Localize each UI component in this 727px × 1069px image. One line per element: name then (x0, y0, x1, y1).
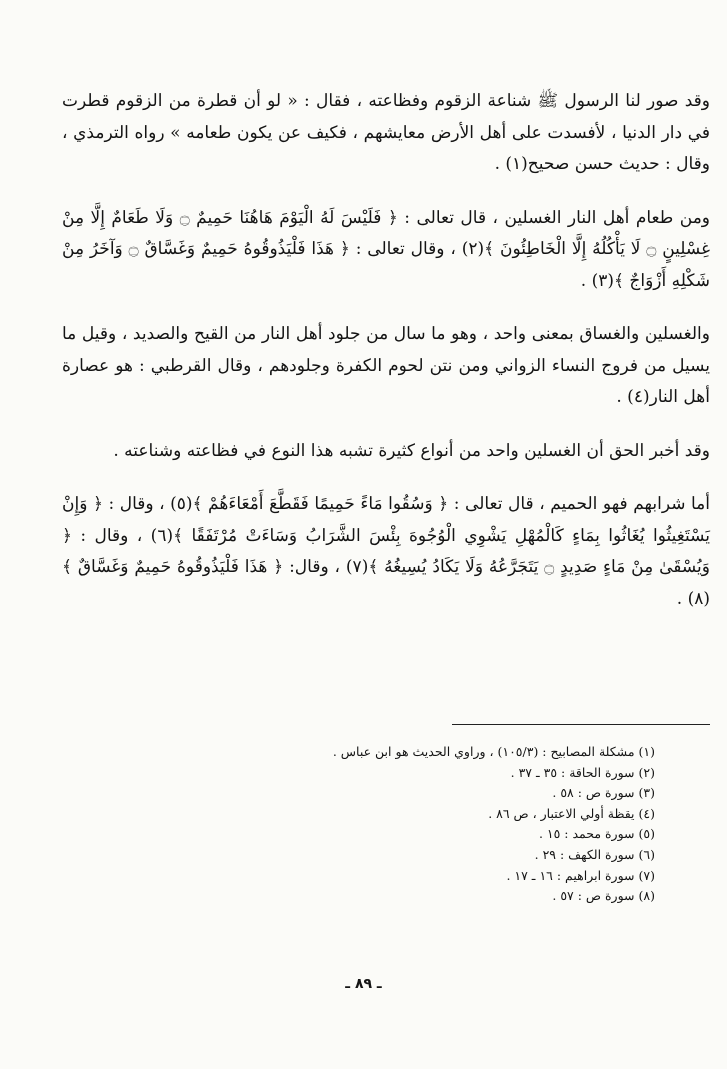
footnote: (٣) سورة ص : ٥٨ . (552, 785, 655, 801)
footnote: (٢) سورة الحاقة : ٣٥ ـ ٣٧ . (510, 764, 655, 780)
footnote-divider (452, 724, 710, 725)
page-number: ـ ٨٩ ـ (345, 976, 382, 992)
footnote: (٦) سورة الكهف : ٢٩ . (534, 846, 655, 862)
footnote: (٤) يقظة أولي الاعتبار ، ص ٨٦ . (488, 805, 655, 821)
footnote: (٨) سورة ص : ٥٧ . (552, 888, 655, 904)
paragraph-types: وقد أخبر الحق أن الغسلين واحد من أنواع كثيرة تشبه هذا النوع في فظاعته وشناعته . (113, 440, 710, 461)
main-text (62, 86, 710, 637)
paragraph-ghassaq: والغسلين والغساق بمعنى واحد ، وهو ما سال من جلود أهل النار من القيح والصديد ، وقيل ما يسيل من فروج النساء الزواني ومن نتن لحوم الكفرة وجلودهم ، وقال القرطبي : هو عصارة أهل النار(٤) . (62, 324, 710, 407)
paragraph-ghislin: ومن طعام أهل النار الغسلين ، قال تعالى : ﴿ فَلَيْسَ لَهُ الْيَوْمَ هَاهُنَا حَمِيمٌ ۝ وَلَا طَعَامٌ إِلَّا مِنْ غِسْلِينٍ ۝ لَا يَأْكُلُهُ إِلَّا الْخَاطِئُونَ ﴾(٢) ، وقال تعالى : ﴿ هَذَا فَلْيَذُوقُوهُ حَمِيمٌ وَغَسَّاقٌ ۝ وَآخَرُ مِنْ شَكْلِهِ أَزْوَاجٌ ﴾(٣) . (62, 207, 711, 291)
paragraph-zaqqum: وقد صور لنا الرسول ﷺ شناعة الزقوم وفظاعته ، فقال : « لو أن قطرة من الزقوم قطرت في دار الدنيا ، لأفسدت على أهل الأرض معايشهم ، فكيف عن يكون طعامه » رواه الترمذي ، وقال : حديث حسن صحيح(١) . (62, 91, 710, 174)
footnote: (١) مشكلة المصابيح : (١٠٥/٣) ، وراوي الحديث هو ابن عباس . (332, 744, 655, 759)
footnote: (٧) سورة ابراهيم : ١٦ ـ ١٧ . (506, 867, 655, 883)
paragraph-hamim: أما شرابهم فهو الحميم ، قال تعالى : ﴿ وَسُقُوا مَاءً حَمِيمًا فَقَطَّعَ أَمْعَاءَهُمْ ﴾(٥) ، وقال : ﴿ وَإِنْ يَسْتَغِيثُوا يُغَاثُوا بِمَاءٍ كَالْمُهْلِ يَشْوِي الْوُجُوهَ بِئْسَ الشَّرَابُ وَسَاءَتْ مُرْتَفَقًا ﴾(٦) ، وقال : ﴿ وَيُسْقَىٰ مِنْ مَاءٍ صَدِيدٍ ۝ يَتَجَرَّعُهُ وَلَا يَكَادُ يُسِيغُهُ ﴾(٧) ، وقال: ﴿ هَذَا فَلْيَذُوقُوهُ حَمِيمٌ وَغَسَّاقٌ ﴾(٨) . (62, 494, 710, 609)
footnotes (200, 742, 655, 907)
footnote: (٥) سورة محمد : ١٥ . (538, 826, 655, 842)
